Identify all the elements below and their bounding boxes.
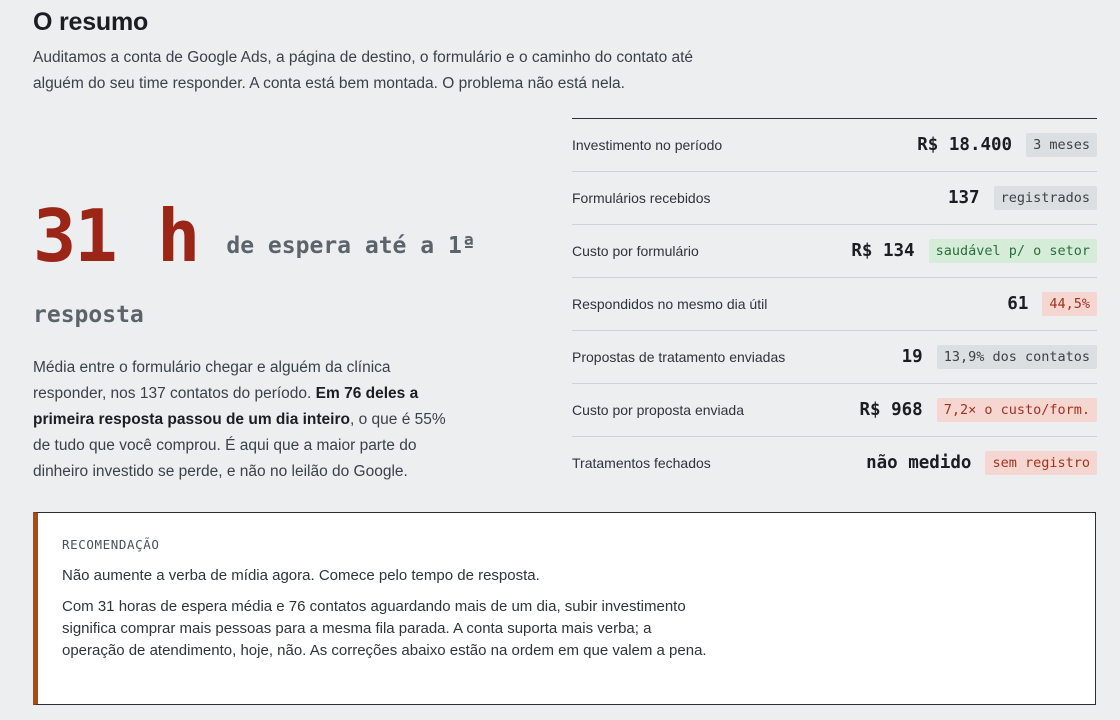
metric-badge: 13,9% dos contatos xyxy=(937,345,1097,369)
metric-value: R$ 968 xyxy=(859,400,923,420)
metric-row-forms xyxy=(572,172,1097,225)
metrics-table xyxy=(572,118,1097,489)
metric-value: R$ 18.400 xyxy=(917,135,1013,155)
metric-badge: 7,2× o custo/form. xyxy=(937,398,1097,422)
metric-label: Respondidos no mesmo dia útil xyxy=(572,296,768,312)
metric-value: 137 xyxy=(947,188,980,208)
page-title: O resumo xyxy=(33,8,149,36)
metric-badge: registrados xyxy=(994,186,1097,210)
metric-row-cost-per-proposal xyxy=(572,384,1097,437)
recommendation-box xyxy=(33,512,1096,705)
metric-label: Investimento no período xyxy=(572,137,723,153)
hero-line xyxy=(33,194,533,278)
metric-badge: saudável p/ o setor xyxy=(929,239,1097,263)
hero-text-highlight: Em 76 deles a primeira resposta passou de um dia inteiro xyxy=(33,385,419,428)
metric-row-proposals xyxy=(572,331,1097,384)
metric-label: Tratamentos fechados xyxy=(572,455,711,471)
hero-value: 31 h xyxy=(33,194,199,278)
metric-label: Formulários recebidos xyxy=(572,190,711,206)
metric-row-closed xyxy=(572,437,1097,489)
metric-row-investment xyxy=(572,119,1097,172)
intro-paragraph: Auditamos a conta de Google Ads, a página de destino, o formulário e o caminho do contato até alguém do seu time responder. A conta está bem montada. O problema não está nela. xyxy=(33,49,694,92)
metric-label: Custo por formulário xyxy=(572,243,699,259)
hero-caption-continued: resposta xyxy=(33,302,144,328)
metric-row-cost-per-form xyxy=(572,225,1097,278)
recommendation-body: Com 31 horas de espera média e 76 contatos aguardando mais de um dia, subir investimento significa comprar mais pessoas para a mesma fila parada. A conta suporta mais verba; a operação de atendimento, hoje, não. As correções abaixo estão na ordem em que valem a pena. xyxy=(62,598,707,659)
metric-label: Propostas de tratamento enviadas xyxy=(572,349,786,365)
hero-description xyxy=(33,355,463,485)
hero-stat xyxy=(33,194,533,328)
metric-row-same-day xyxy=(572,278,1097,331)
metric-badge: sem registro xyxy=(985,451,1097,475)
metric-label: Custo por proposta enviada xyxy=(572,402,744,418)
metric-value: não medido xyxy=(866,453,972,473)
metric-value: R$ 134 xyxy=(851,241,915,261)
metric-badge: 3 meses xyxy=(1026,133,1097,157)
recommendation-lead: Não aumente a verba de mídia agora. Comece pelo tempo de resposta. xyxy=(62,567,540,584)
metric-badge: 44,5% xyxy=(1042,292,1097,316)
hero-caption: de espera até a 1ª xyxy=(226,233,476,259)
metric-value: 19 xyxy=(901,347,923,367)
hero-text-end: , o que é 55% de tudo que você comprou. É aqui que a maior parte do dinheiro investido se perde, e não no leilão do Google. xyxy=(33,411,446,480)
recommendation-label: RECOMENDAÇÃO xyxy=(62,537,160,552)
metric-value: 61 xyxy=(1007,294,1029,314)
hero-text-start: Média entre o formulário chegar e alguém da clínica responder, nos 137 contatos do período. xyxy=(33,359,391,402)
